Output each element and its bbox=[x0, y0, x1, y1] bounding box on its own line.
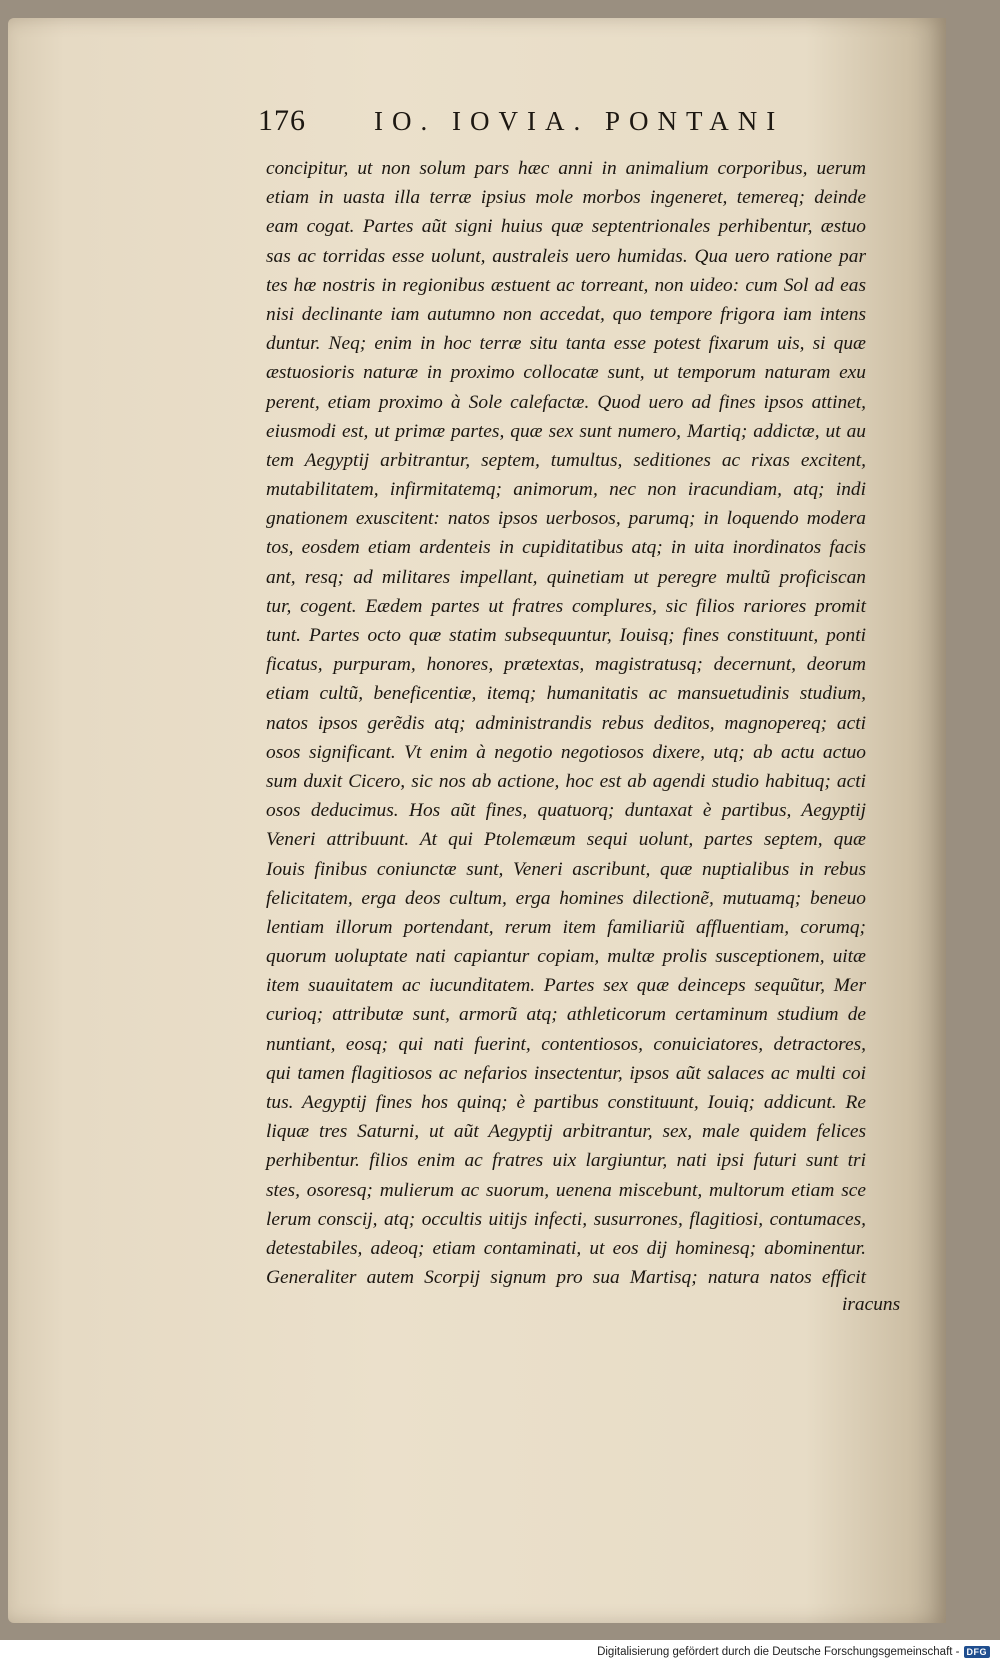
text-line: sas ac torridas esse uolunt, australeis uero humidas. Qua uero ratione par bbox=[266, 245, 866, 267]
text-line: Generaliter autem Scorpij signum pro sua Martisq; natura natos efficit bbox=[266, 1267, 866, 1289]
text-line: detestabiles, adeoq; etiam contaminati, ut eos dij hominesq; abominentur. bbox=[266, 1237, 866, 1259]
text-line: felicitatem, erga deos cultum, erga homines dilectionẽ, mutuamq; beneuo bbox=[266, 887, 866, 909]
text-line: tos, eosdem etiam ardenteis in cupiditatibus atq; in uita inordinatos facis bbox=[266, 537, 866, 559]
text-line: ficatus, purpuram, honores, prætextas, magistratusq; decernunt, deorum bbox=[266, 654, 866, 676]
text-line: perhibentur. filios enim ac fratres uix largiuntur, nati ipsi futuri sunt tri bbox=[266, 1150, 866, 1172]
body-text bbox=[266, 154, 866, 1292]
text-line: æstuosioris naturæ in proximo collocatæ sunt, ut temporum naturam exu bbox=[266, 362, 866, 384]
text-line: etiam in uasta illa terræ ipsius mole morbos ingeneret, temereq; deinde bbox=[266, 187, 866, 209]
text-line: tur, cogent. Eædem partes ut fratres complures, sic filios rariores promit bbox=[266, 595, 866, 617]
text-line: lentiam illorum portendant, rerum item familiariũ affluentiam, corumq; bbox=[266, 916, 866, 938]
dfg-logo: DFG bbox=[964, 1646, 991, 1658]
footer-credit-text: Digitalisierung gefördert durch die Deutsche Forschungsgemeinschaft - bbox=[597, 1646, 960, 1658]
text-line: curioq; attributæ sunt, armorũ atq; athleticorum certaminum studium de bbox=[266, 1004, 866, 1026]
text-line: nuntiant, eosq; qui nati fuerint, contentiosos, conuiciatores, detractores, bbox=[266, 1033, 866, 1055]
running-head: IO. IOVIA. PONTANI bbox=[374, 106, 785, 136]
text-line: liquæ tres Saturni, ut aũt Aegyptij arbitrantur, sex, male quidem felices bbox=[266, 1121, 866, 1143]
page-header bbox=[258, 104, 878, 144]
text-line: osos significant. Vt enim à negotio negotiosos dixere, utq; ab actu actuo bbox=[266, 741, 866, 763]
text-line: sum duxit Cicero, sic nos ab actione, hoc est ab agendi studio habituq; acti bbox=[266, 770, 866, 792]
text-line: lerum conscij, atq; occultis uitijs infecti, susurrones, flagitiosi, contumaces, bbox=[266, 1208, 866, 1230]
text-line: eam cogat. Partes aũt signi huius quæ septentrionales perhibentur, æstuo bbox=[266, 216, 866, 238]
text-line: duntur. Neq; enim in hoc terræ situ tanta esse potest fixarum uis, si quæ bbox=[266, 333, 866, 355]
text-line: qui tamen flagitiosos ac nefarios insectentur, ipsos aũt salaces ac multi coi bbox=[266, 1062, 866, 1084]
text-line: Veneri attribuunt. At qui Ptolemæum sequi uolunt, partes septem, quæ bbox=[266, 829, 866, 851]
text-line: mutabilitatem, infirmitatemq; animorum, nec non iracundiam, atq; indi bbox=[266, 479, 866, 501]
text-line: perent, etiam proximo à Sole calefactæ. Quod uero ad fines ipsos attinet, bbox=[266, 391, 866, 413]
page-number: 176 bbox=[258, 104, 306, 137]
text-line: Iouis finibus coniunctæ sunt, Veneri ascribunt, quæ nuptialibus in rebus bbox=[266, 858, 866, 880]
text-line: etiam cultũ, beneficentiæ, itemq; humanitatis ac mansuetudinis studium, bbox=[266, 683, 866, 705]
text-line: tem Aegyptij arbitrantur, septem, tumultus, seditiones ac rixas excitent, bbox=[266, 449, 866, 471]
text-line: eiusmodi est, ut primæ partes, quæ sex sunt numero, Martiq; addictæ, ut au bbox=[266, 420, 866, 442]
catchword: iracuns bbox=[842, 1294, 901, 1315]
text-line: tes hæ nostris in regionibus æstuent ac torreant, non uideo: cum Sol ad eas bbox=[266, 274, 866, 296]
text-line: tunt. Partes octo quæ statim subsequuntur, Iouisq; fines constituunt, ponti bbox=[266, 625, 866, 646]
text-line: stes, osoresq; mulierum ac suorum, uenena miscebunt, multorum etiam sce bbox=[266, 1179, 866, 1201]
text-line: tus. Aegyptij fines hos quinq; è partibus constituunt, Iouiq; addicunt. Re bbox=[266, 1092, 866, 1113]
text-line: quorum uoluptate nati capiantur copiam, multæ prolis susceptionem, uitæ bbox=[266, 946, 866, 968]
text-line: osos deducimus. Hos aũt fines, quatuorq; duntaxat è partibus, Aegyptij bbox=[266, 800, 866, 822]
footer-credit bbox=[597, 1646, 990, 1658]
text-line: concipitur, ut non solum pars hæc anni in animalium corporibus, uerum bbox=[266, 158, 866, 179]
text-line: item suauitatem ac iucunditatem. Partes sex quæ deinceps sequũtur, Mer bbox=[266, 975, 866, 997]
text-line: natos ipsos gerẽdis atq; administrandis rebus deditos, magnopereq; acti bbox=[266, 712, 866, 734]
text-line: ant, resq; ad militares impellant, quinetiam ut peregre multũ proficiscan bbox=[266, 566, 866, 588]
text-line: gnationem exuscitent: natos ipsos uerbosos, parumq; in loquendo modera bbox=[266, 508, 866, 530]
text-line: nisi declinante iam autumno non accedat, quo tempore frigora iam intens bbox=[266, 303, 866, 325]
